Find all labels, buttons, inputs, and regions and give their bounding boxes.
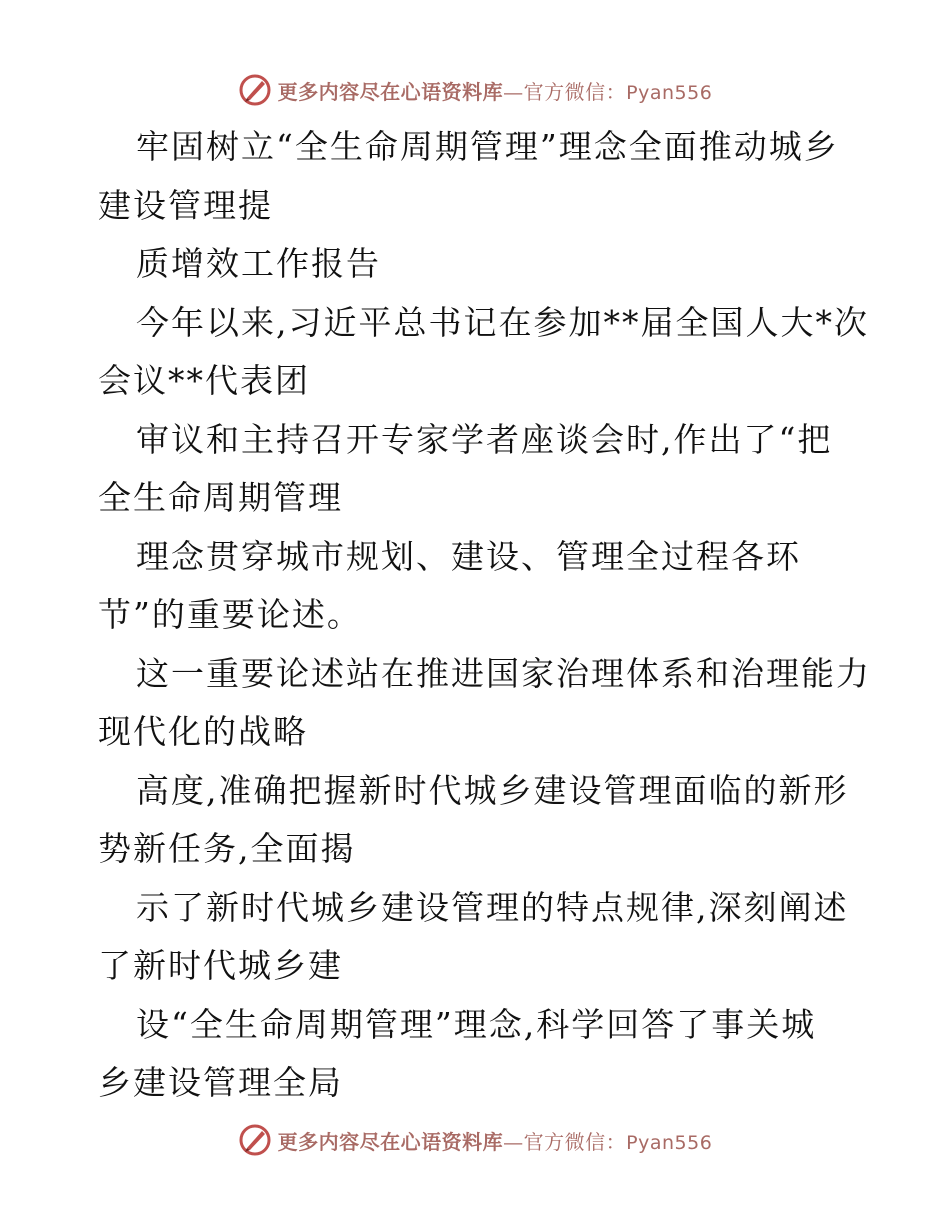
paragraph-line: 审议和主持召开专家学者座谈会时,作出了“把 [136,419,833,459]
paragraph-line: 示了新时代城乡建设管理的特点规律,深刻阐述 [136,887,849,927]
document-body [98,118,871,1113]
watermark-text: 更多内容尽在心语资料库—官方微信：Pyan556 [277,79,713,104]
watermark-text: 更多内容尽在心语资料库—官方微信：Pyan556 [277,1129,713,1154]
paragraph-line: 高度,准确把握新时代城乡建设管理面临的新形 [136,770,849,810]
paragraph-line: 今年以来,习近平总书记在参加**届全国人大*次 [136,302,869,342]
title-line-2: 建设管理提 [98,185,273,225]
paragraph-line: 理念贯穿城市规划、建设、管理全过程各环 [136,536,801,576]
title-line-3: 质增效工作报告 [136,244,381,283]
paragraph-line: 会议**代表团 [98,361,310,400]
paragraph-line: 全生命周期管理 [98,478,343,517]
paragraph-line: 了新时代城乡建 [98,946,343,985]
header-watermark [0,70,950,110]
paragraph-line: 现代化的战略 [98,712,308,751]
pen-quill-icon [238,73,272,107]
paragraph-line: 势新任务,全面揭 [98,829,356,868]
footer-watermark [0,1120,950,1160]
paragraph-line: 这一重要论述站在推进国家治理体系和治理能力 [136,653,871,693]
title-line-1: 牢固树立“全生命周期管理”理念全面推动城乡 [136,127,839,166]
paragraph-line: 节”的重要论述。 [98,595,362,634]
paragraph-line: 乡建设管理全局 [98,1063,343,1102]
paragraph-line: 设“全生命周期管理”理念,科学回答了事关城 [136,1004,817,1044]
pen-quill-icon [238,1123,272,1157]
